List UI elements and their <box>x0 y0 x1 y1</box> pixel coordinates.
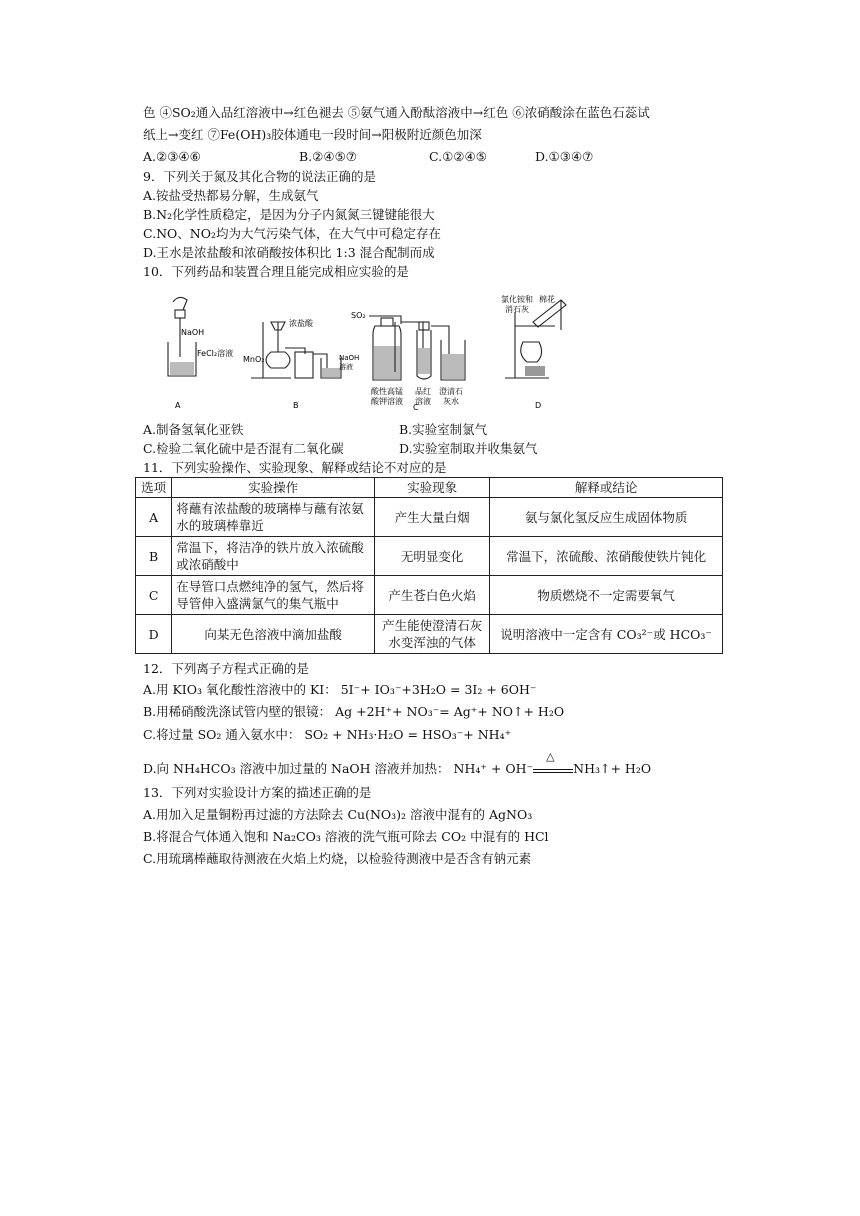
fig-a-naoh-label: NaOH <box>181 328 205 337</box>
q10-stem: 10．下列药品和装置合理且能完成相应实验的是 <box>143 264 409 279</box>
q13-option-b: B.将混合气体通入饱和 Na₂CO₃ 溶液的洗气瓶可除去 CO₂ 中混有的 HCl <box>143 829 549 844</box>
q13-option-c: C.用琉璃棒蘸取待测液在火焰上灼烧，以检验待测液中是否含有钠元素 <box>143 851 532 866</box>
fig-d-nh4cl-label-2: 消石灰 <box>505 305 529 314</box>
q11-header-option: 选项 <box>136 478 172 498</box>
q11-row-c-phenomenon: 产生苍白色火焰 <box>375 576 490 615</box>
table-row <box>136 537 723 576</box>
q8-option-d: D.①③④⑦ <box>535 149 594 164</box>
q12-option-a: A.用 KIO₃ 氧化酸性溶液中的 KI： 5I⁻+ IO₃⁻+3H₂O = 3I₂ + 6OH⁻ <box>143 682 537 697</box>
q12-stem: 12．下列离子方程式正确的是 <box>143 661 309 676</box>
q9-option-c: C.NO、NO₂均为大气污染气体，在大气中可稳定存在 <box>143 226 441 241</box>
fig-b-mno2-label: MnO₂ <box>243 355 265 364</box>
q12-option-c: C.将过量 SO₂ 通入氨水中： SO₂ + NH₃·H₂O = HSO₃⁻+ NH₄⁺ <box>143 727 512 742</box>
q11-row-d-option: D <box>136 615 172 654</box>
fig-b-naoh-label-1: NaOH <box>339 354 360 362</box>
fig-c-lime-label-1: 澄清石 <box>439 387 463 396</box>
q9-option-b: B.N₂化学性质稳定，是因为分子内氮氮三键键能很大 <box>143 207 435 222</box>
table-row <box>136 498 723 537</box>
q8-options <box>143 148 593 166</box>
q11-row-d-conclusion: 说明溶液中一定含有 CO₃²⁻或 HCO₃⁻ <box>490 615 723 654</box>
q10-options-row-1 <box>143 421 487 439</box>
q8-continuation-line-1: 色 ④SO₂通入品红溶液中→红色褪去 ⑤氨气通入酚酞溶液中→红色 ⑥浓硝酸涂在蓝色石蕊试 <box>143 105 650 120</box>
q11-row-b-conclusion: 常温下，浓硫酸、浓硝酸使铁片钝化 <box>490 537 723 576</box>
fig-label-c: C <box>413 403 419 412</box>
q11-table-header <box>136 478 723 498</box>
q11-row-a-operation: 将蘸有浓盐酸的玻璃棒与蘸有浓氨水的玻璃棒靠近 <box>172 498 375 537</box>
fig-label-a: A <box>175 401 181 410</box>
fig-label-d: D <box>535 401 542 410</box>
table-row <box>136 576 723 615</box>
q11-header-operation: 实验操作 <box>172 478 375 498</box>
fig-label-b: B <box>293 401 299 410</box>
fig-d-nh4cl-label-1: 氯化铵和 <box>501 295 533 304</box>
q12-option-d-left: D.向 NH₄HCO₃ 溶液中加过量的 NaOH 溶液并加热： NH₄⁺ + OH⁻ <box>143 761 534 776</box>
q11-row-a-conclusion: 氨与氯化氢反应生成固体物质 <box>490 498 723 537</box>
q11-row-c-operation: 在导管口点燃纯净的氢气，然后将导管伸入盛满氯气的集气瓶中 <box>172 576 375 615</box>
q11-row-b-operation: 常温下，将洁净的铁片放入浓硫酸或浓硝酸中 <box>172 537 375 576</box>
equals-arrow <box>533 769 573 773</box>
fig-c-pinhong-label-2: 溶液 <box>415 397 431 406</box>
fig-c-kmno4-label-2: 酸钾溶液 <box>371 397 403 406</box>
fig-b-naoh-label-2: 溶液 <box>339 363 353 371</box>
fig-c-lime-label-2: 灰水 <box>443 397 459 406</box>
q11-header-conclusion: 解释或结论 <box>490 478 723 498</box>
fig-a-fecl2-label: FeCl₂溶液 <box>197 349 234 358</box>
q12-option-d-right: NH₃↑+ H₂O <box>573 761 652 776</box>
q10-option-b: B.实验室制氯气 <box>399 422 488 437</box>
fig-c-pinhong-label-1: 品红 <box>415 387 431 396</box>
q11-row-d-operation: 向某无色溶液中滴加盐酸 <box>172 615 375 654</box>
q11-row-a-phenomenon: 产生大量白烟 <box>375 498 490 537</box>
fig-c-kmno4-label-1: 酸性高锰 <box>371 387 403 396</box>
q11-row-c-option: C <box>136 576 172 615</box>
q8-option-a: A.②③④⑥ <box>143 149 201 164</box>
q11-table <box>135 477 723 654</box>
fig-c-so2-label: SO₂ <box>351 311 366 320</box>
table-row <box>136 615 723 654</box>
q11-row-c-conclusion: 物质燃烧不一定需要氧气 <box>490 576 723 615</box>
q9-option-a: A.铵盐受热都易分解，生成氨气 <box>143 188 319 203</box>
q10-options-row-2 <box>143 440 538 458</box>
q11-row-d-phenomenon: 产生能使澄清石灰水变浑浊的气体 <box>375 615 490 654</box>
q11-stem: 11．下列实验操作、实验现象、解释或结论不对应的是 <box>143 460 447 475</box>
q11-header-phenomenon: 实验现象 <box>375 478 490 498</box>
q11-row-a-option: A <box>136 498 172 537</box>
q10-apparatus-figure <box>143 282 613 414</box>
q13-option-a: A.用加入足量铜粉再过滤的方法除去 Cu(NO₃)₂ 溶液中混有的 AgNO₃ <box>143 807 533 822</box>
q9-option-d: D.王水是浓盐酸和浓硝酸按体积比 1:3 混合配制而成 <box>143 245 435 260</box>
fig-b-hcl-label: 浓盐酸 <box>289 319 313 328</box>
q12-option-d <box>143 750 652 778</box>
fig-d-cotton-label: 棉花 <box>539 295 555 304</box>
heating-triangle-icon: △ <box>546 750 555 763</box>
q8-continuation-line-2: 纸上→变红 ⑦Fe(OH)₃胶体通电一段时间→阳极附近颜色加深 <box>143 127 482 142</box>
q9-stem: 9．下列关于氮及其化合物的说法正确的是 <box>143 169 376 184</box>
q8-option-c: C.①②④⑤ <box>429 149 487 164</box>
q11-row-b-phenomenon: 无明显变化 <box>375 537 490 576</box>
q10-option-d: D.实验室制取并收集氨气 <box>399 441 538 456</box>
q12-heat-arrow <box>533 750 573 773</box>
q10-option-c: C.检验二氧化硫中是否混有二氧化碳 <box>143 441 344 456</box>
q11-row-b-option: B <box>136 537 172 576</box>
q10-option-a: A.制备氢氧化亚铁 <box>143 422 244 437</box>
q12-option-b: B.用稀硝酸洗涤试管内壁的银镜： Ag +2H⁺+ NO₃⁻= Ag⁺+ NO↑+ H₂O <box>143 704 565 719</box>
q13-stem: 13．下列对实验设计方案的描述正确的是 <box>143 785 372 800</box>
q8-option-b: B.②④⑤⑦ <box>299 149 357 164</box>
